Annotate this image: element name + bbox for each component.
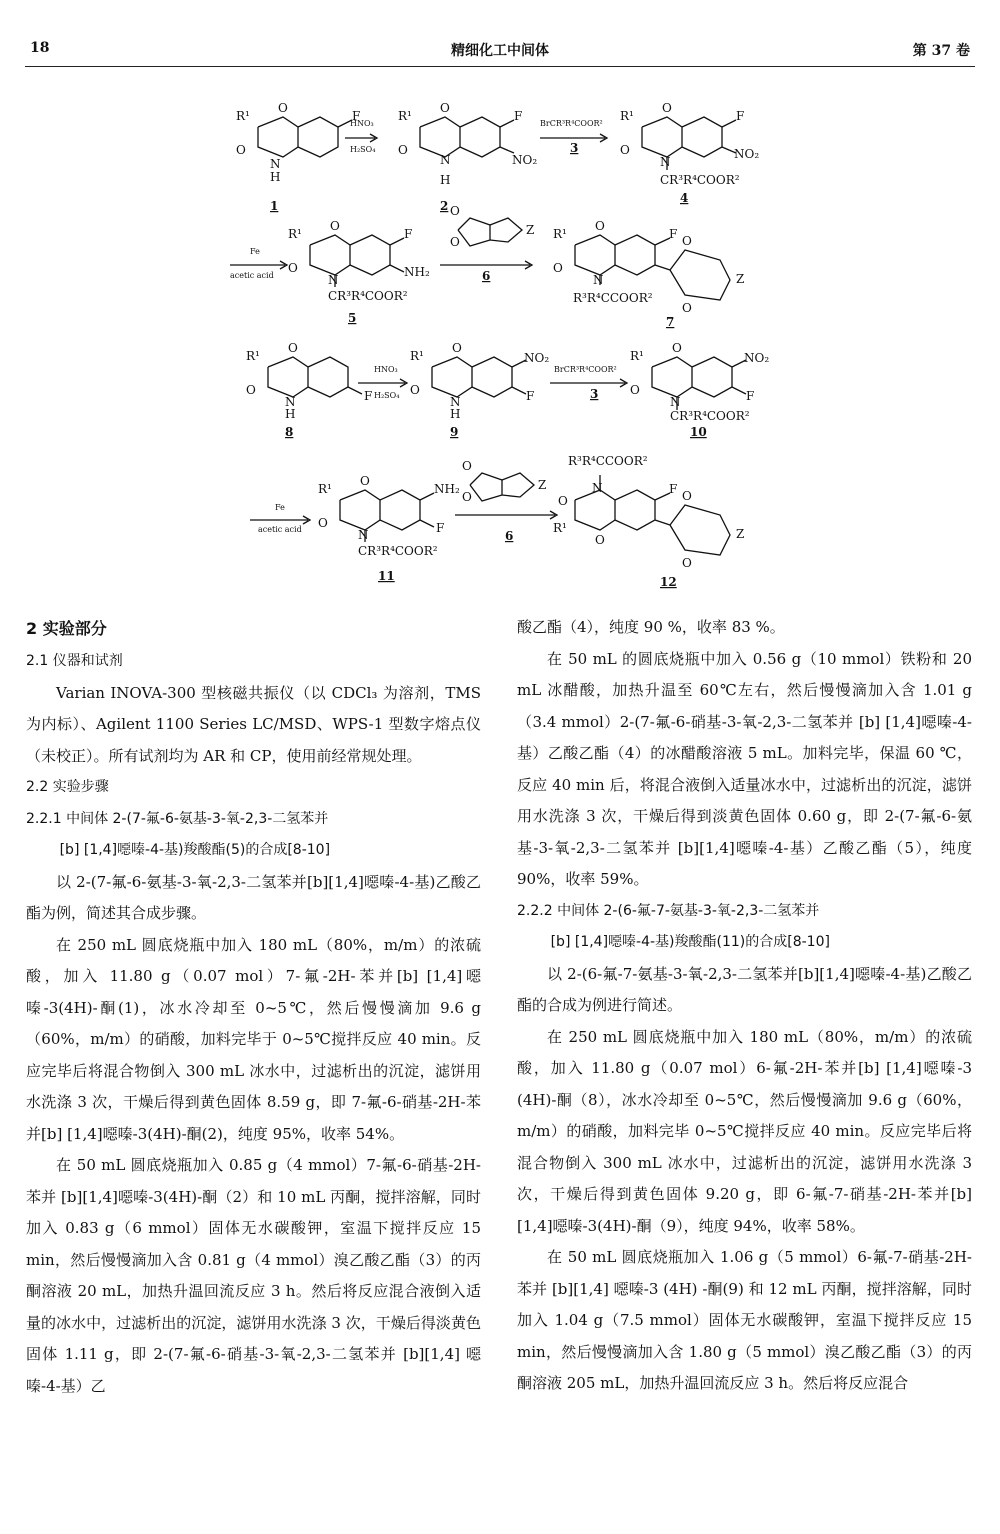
atom-o-label: O	[450, 204, 460, 218]
reaction-scheme	[0, 80, 1000, 600]
reagent-h2so4: H₂SO₄	[374, 391, 400, 400]
atom-o-label: O	[682, 489, 692, 503]
atom-o-label: O	[440, 101, 450, 115]
atom-o-label: O	[360, 474, 370, 488]
compound-2-label: 2	[440, 199, 449, 213]
side-chain-label: R³R⁴CCOOR²	[568, 454, 648, 468]
atom-h-label: H	[270, 170, 281, 184]
paragraph-intro: 以 2-(6-氟-7-氨基-3-氧-2,3-二氢苯并[b][1,4]噁嗪-4-基)乙酸乙酯的合成为例进行简述。	[517, 964, 972, 1014]
atom-r1-label: R¹	[553, 227, 567, 241]
atom-r1-label: R¹	[410, 349, 424, 363]
atom-f-label: F	[514, 109, 523, 123]
atom-o-label: O	[682, 301, 692, 315]
compound-10-label: 10	[690, 425, 707, 439]
paragraph-intro: 以 2-(7-氟-6-氨基-3-氧-2,3-二氢苯并[b][1,4]噁嗪-4-基)乙酸乙酯为例，简述其合成步骤。	[26, 872, 481, 922]
reagent-fe: Fe	[250, 247, 260, 256]
atom-o-label: O	[398, 143, 408, 157]
atom-f-label: F	[352, 109, 361, 123]
atom-r1-label: R¹	[398, 109, 412, 123]
atom-o-label: O	[553, 261, 563, 275]
atom-n-label: N	[592, 481, 603, 495]
compound-8-label: 8	[285, 425, 294, 439]
atom-o-label: O	[450, 235, 460, 249]
journal-title: 精细化工中间体	[451, 43, 549, 59]
paragraph-reduction: 在 50 mL 的圆底烧瓶中加入 0.56 g（10 mmol）铁粉和 20 mL 冰醋酸，加热升温至 60℃左右，然后慢慢滴加入含 1.01 g（3.4 mmol）2-(7-氟-6-硝基-3-氧-2,3-二氢苯并 [b] [1,4]噁嗪-4-基）乙酸乙酯（4）的冰醋酸溶液 5 mL。加料完毕，保温 60 ℃，反应 40 min 后，将混合液倒入适量冰水中，过滤析出的沉淀，滤饼用水洗涤 3 次，干燥后得到淡黄色固体 0.60 g，即 2-(7-氟-6-氨基-3-氧-2,3-二氢苯并 [b][1,4]噁嗪-4-基）乙酸乙酯（5），纯度 90%，收率 59%。	[517, 649, 972, 888]
side-chain-label: R³R⁴CCOOR²	[573, 291, 653, 305]
atom-o-label: O	[330, 219, 340, 233]
atom-o-label: O	[462, 459, 472, 473]
compound-7-label: 7	[666, 315, 675, 329]
atom-z-label: Z	[526, 223, 535, 237]
atom-o-label: O	[278, 101, 288, 115]
subsubsection-heading: 2.2.1 中间体 2-(7-氟-6-氨基-3-氧-2,3-二氢苯并	[26, 810, 329, 827]
atom-r1-label: R¹	[236, 109, 250, 123]
volume-label: 第 37 卷	[912, 43, 970, 59]
atom-n-label: N	[270, 157, 281, 171]
atom-nh2-label: NH₂	[434, 482, 460, 496]
atom-r1-label: R¹	[630, 349, 644, 363]
subsubsection-heading: 2.2.2 中间体 2-(6-氟-7-氨基-3-氧-2,3-二氢苯并	[517, 902, 820, 919]
compound-4-label: 4	[680, 191, 689, 205]
right-column	[517, 612, 972, 1400]
atom-z-label: Z	[538, 478, 547, 492]
atom-o-label: O	[462, 490, 472, 504]
atom-f-label: F	[526, 389, 535, 403]
paragraph-continuation: 酸乙酯（4），纯度 90 %，收率 83 %。	[517, 618, 785, 636]
page-number: 18	[30, 40, 50, 56]
subsection-heading: 2.2 实验步骤	[26, 779, 109, 795]
reagent-hno3: HNO₃	[374, 365, 398, 374]
atom-o-label: O	[246, 383, 256, 397]
atom-r1-label: R¹	[620, 109, 634, 123]
atom-nh2-label: NH₂	[404, 265, 430, 279]
atom-o-label: O	[452, 341, 462, 355]
atom-o-label: O	[595, 219, 605, 233]
subsubsection-heading-cont: [b] [1,4]噁嗪-4-基)羧酸酯(11)的合成[8-10]	[550, 934, 830, 950]
atom-h-label: H	[285, 407, 296, 421]
atom-r1-label: R¹	[246, 349, 260, 363]
atom-n-label: N	[328, 273, 339, 287]
atom-o-label: O	[662, 101, 672, 115]
atom-no2-label: NO₂	[734, 147, 760, 161]
atom-n-label: N	[660, 155, 671, 169]
atom-no2-label: NO₂	[524, 351, 550, 365]
atom-o-label: O	[236, 143, 246, 157]
paragraph-instruments: Varian INOVA-300 型核磁共振仪（以 CDCl₃ 为溶剂，TMS 为内标）、Agilent 1100 Series LC/MSD、WPS-1 型数字熔点仪（未校正）。所有试剂均为 AR 和 CP，使用前经常规处理。	[26, 683, 481, 765]
atom-o-label: O	[595, 533, 605, 547]
atom-f-label: F	[736, 109, 745, 123]
atom-f-label: F	[436, 521, 445, 535]
atom-n-label: N	[440, 153, 451, 167]
atom-n-label: N	[670, 395, 681, 409]
reagent-6-label: 6	[482, 269, 491, 283]
atom-h-label: H	[450, 407, 461, 421]
atom-n-label: N	[593, 273, 604, 287]
atom-n-label: N	[285, 395, 296, 409]
atom-o-label: O	[288, 341, 298, 355]
atom-f-label: F	[364, 389, 373, 403]
side-chain-label: CR³R⁴COOR²	[670, 409, 750, 423]
side-chain-label: CR³R⁴COOR²	[358, 544, 438, 558]
atom-o-label: O	[682, 234, 692, 248]
atom-o-label: O	[672, 341, 682, 355]
compound-9-label: 9	[450, 425, 459, 439]
atom-r1-label: R¹	[288, 227, 302, 241]
paragraph-alkylation: 在 50 mL 圆底烧瓶加入 0.85 g（4 mmol）7-氟-6-硝基-2H-苯并 [b][1,4]噁嗪-3(4H)-酮（2）和 10 mL 丙酮，搅拌溶解，同时加入 0.83 g（6 mmol）固体无水碳酸钾，室温下搅拌反应 15 min，然后慢慢滴加入含 0.81 g（4 mmol）溴乙酸乙酯（3）的丙酮溶液 20 mL，加热升温回流反应 3 h。然后将反应混合液倒入适量的冰水中，过滤析出的沉淀，滤饼用水洗涤 3 次，干燥后得淡黄色固体 1.11 g，即 2-(7-氟-6-硝基-3-氧-2,3-二氢苯并 [b][1,4] 噁嗪-4-基）乙	[26, 1156, 481, 1395]
header-rule	[25, 66, 975, 67]
reagent-fe: Fe	[275, 503, 285, 512]
atom-o-label: O	[558, 494, 568, 508]
atom-o-label: O	[630, 383, 640, 397]
atom-o-label: O	[682, 556, 692, 570]
subsection-heading: 2.1 仪器和试剂	[26, 653, 123, 669]
atom-f-label: F	[669, 482, 678, 496]
atom-n-label: N	[358, 528, 369, 542]
reagent-hno3: HNO₃	[350, 119, 374, 128]
side-chain-label: CR³R⁴COOR²	[328, 289, 408, 303]
paragraph-nitration: 在 250 mL 圆底烧瓶中加入 180 mL（80%，m/m）的浓硫酸，加入 11.80 g（0.07 mol）7-氟-2H-苯并[b] [1,4]噁嗪-3(4H)-酮(1)，冰水冷却至 0~5℃，然后慢慢滴加 9.6 g（60%，m/m）的硝酸，加料完毕于 0~5℃搅拌反应 40 min。反应完毕后将混合物倒入 300 mL 冰水中，过滤析出的沉淀，滤饼用水洗涤 3 次，干燥后得到黄色固体 8.59 g，即 7-氟-6-硝基-2H-苯并[b] [1,4]噁嗪-3(4H)-酮(2)，纯度 95%，收率 54%。	[26, 935, 481, 1143]
reagent-h2so4: H₂SO₄	[350, 145, 376, 154]
atom-no2-label: NO₂	[512, 153, 538, 167]
atom-r1-label: R¹	[553, 521, 567, 535]
atom-no2-label: NO₂	[744, 351, 770, 365]
reagent-alkylating: BrCR³R⁴COOR²	[554, 365, 617, 374]
reagent-acetic-acid: acetic acid	[230, 271, 274, 280]
paragraph-nitration: 在 250 mL 圆底烧瓶中加入 180 mL（80%，m/m）的浓硫酸，加入 11.80 g（0.07 mol）6-氟-2H-苯并[b] [1,4]噁嗪-3 (4H)-酮（8），冰水冷却至 0~5℃，然后慢慢滴加 9.6 g（60%，m/m）的硝酸，加料完毕 0~5℃搅拌反应 40 min。反应完毕后将混合物倒入 300 mL 冰水中，过滤析出的沉淀，滤饼用水洗涤 3 次，干燥后得到黄色固体 9.20 g，即 6-氟-7-硝基-2H-苯并[b] [1,4]噁嗪-3(4H)-酮（9），纯度 94%，收率 58%。	[517, 1027, 972, 1235]
atom-f-label: F	[746, 389, 755, 403]
atom-h-label: H	[440, 173, 451, 187]
subsubsection-heading-cont: [b] [1,4]噁嗪-4-基)羧酸酯(5)的合成[8-10]	[59, 842, 331, 858]
compound-1-label: 1	[270, 199, 279, 213]
reagent-3-label: 3	[590, 387, 599, 401]
atom-o-label: O	[288, 261, 298, 275]
side-chain-label: CR³R⁴COOR²	[660, 173, 740, 187]
atom-o-label: O	[318, 516, 328, 530]
atom-f-label: F	[404, 227, 413, 241]
compound-12-label: 12	[660, 575, 677, 589]
reagent-alkylating: BrCR³R⁴COOR²	[540, 119, 603, 128]
left-column	[26, 612, 481, 1402]
atom-f-label: F	[669, 227, 678, 241]
compound-11-label: 11	[378, 569, 395, 583]
reagent-3-label: 3	[570, 141, 579, 155]
paragraph-alkylation: 在 50 mL 圆底烧瓶加入 1.06 g（5 mmol）6-氟-7-硝基-2H-苯并 [b][1,4] 噁嗪-3 (4H) -酮(9) 和 12 mL 丙酮，搅拌溶解，同时加入 1.04 g（7.5 mmol）固体无水碳酸钾，室温下搅拌反应 15 min，然后慢慢滴加入含 1.80 g（5 mmol）溴乙酸乙酯（3）的丙酮溶液 205 mL，加热升温回流反应 3 h。然后将反应混合	[517, 1248, 972, 1392]
atom-z-label: Z	[736, 527, 745, 541]
atom-o-label: O	[620, 143, 630, 157]
atom-z-label: Z	[736, 272, 745, 286]
atom-r1-label: R¹	[318, 482, 332, 496]
reagent-acetic-acid: acetic acid	[258, 525, 302, 534]
atom-o-label: O	[410, 383, 420, 397]
section-heading: 2 实验部分	[26, 619, 107, 638]
compound-5-label: 5	[348, 311, 357, 325]
reagent-6-label: 6	[505, 529, 514, 543]
atom-n-label: N	[450, 395, 461, 409]
